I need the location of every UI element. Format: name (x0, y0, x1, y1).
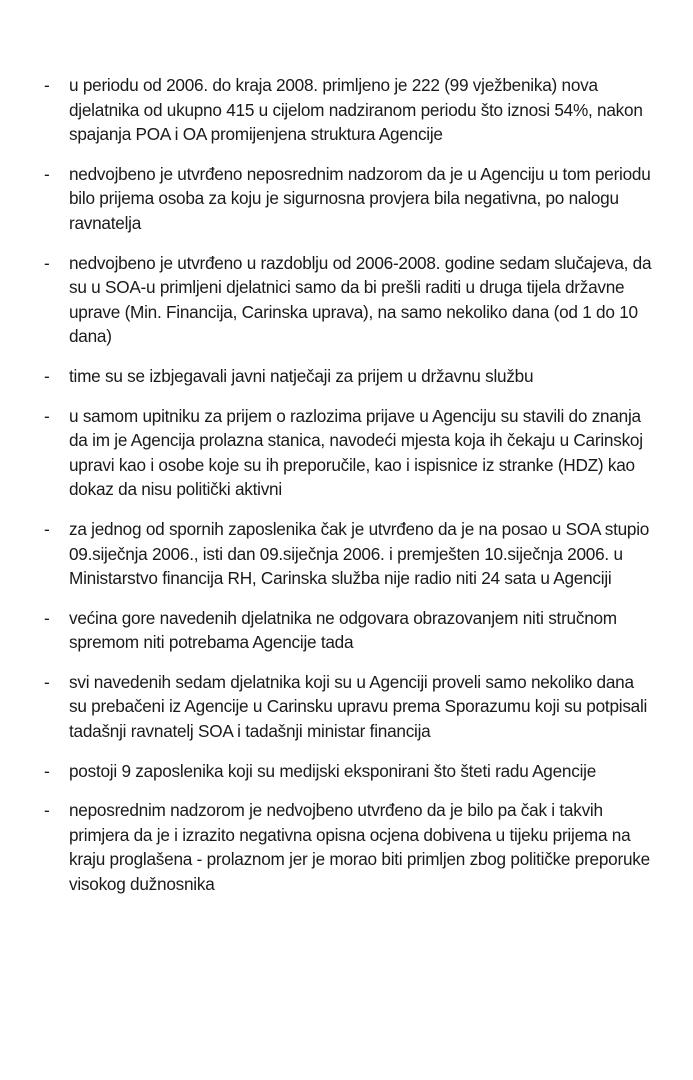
list-item-text: time su se izbjegavali javni natječaji za prijem u državnu službu (69, 365, 534, 386)
list-item (0, 670, 693, 744)
list-item-text: u samom upitniku za prijem o razlozima prijave u Agenciju su stavili do znanja da im je Agencija prolazna stanica, navodeći mjesta koja ih čekaju u Carinskoj upravi kao i osobe koje su ih preporučile, kao i ispisnice iz stranke (HDZ) kao dokaz da nisu politički aktivni (69, 405, 643, 500)
list-item-text: nedvojbeno je utvrđeno neposrednim nadzorom da je u Agenciju u tom periodu bilo prijema osoba za koju je sigurnosna provjera bila negativna, po nalogu ravnatelja (69, 163, 651, 233)
list-item-text: većina gore navedenih djelatnika ne odgovara obrazovanjem niti stručnom spremom niti potrebama Agencije tada (69, 607, 617, 653)
list-item-text: postoji 9 zaposlenika koji su medijski eksponirani što šteti radu Agencije (69, 760, 597, 781)
bullet-dash: - (44, 671, 50, 692)
document-page (0, 73, 693, 912)
bullet-dash: - (44, 75, 50, 95)
bullet-dash: - (44, 252, 50, 273)
list-item (0, 404, 693, 502)
list-item-text: nedvojbeno je utvrđeno u razdoblju od 2006-2008. godine sedam slučajeva, da su u SOA-u primljeni djelatnici samo da bi prešli raditi u druga tijela državne uprave (Min. Financija, Carinska uprava), na samo nekoliko dana (od 1 do 10 dana) (69, 252, 652, 347)
list-item-text: za jednog od spornih zaposlenika čak je utvrđeno da je na posao u SOA stupio 09.siječnja 2006., isti dan 09.siječnja 2006. i premješten 10.siječnja 2006. u Ministarstvo financija RH, Carinska služba nije radio niti 24 sata u Agenciji (69, 518, 650, 589)
bullet-dash: - (44, 800, 50, 821)
list-item (0, 162, 693, 236)
bullet-dash: - (44, 365, 50, 386)
bullet-dash: - (44, 607, 50, 628)
list-item (0, 364, 693, 389)
list-item (0, 798, 693, 896)
bullet-dash: - (44, 760, 50, 781)
list-item (0, 759, 693, 784)
list-item-text: u periodu od 2006. do kraja 2008. primljeno je 222 (99 vježbenika) nova djelatnika od ukupno 415 u cijelom nadziranom periodu što iznosi 54%, nakon spajanja POA i OA promijenjena struktura Agencije (69, 75, 643, 145)
bullet-dash: - (44, 405, 50, 426)
list-item (0, 251, 693, 349)
bullet-dash: - (44, 163, 50, 184)
list-item-text: svi navedenih sedam djelatnika koji su u Agenciji proveli samo nekoliko dana su prebačeni iz Agencije u Carinsku upravu prema Sporazumu koji su potpisali tadašnji ravnatelj SOA i tadašnji ministar financija (69, 671, 648, 742)
bullet-dash: - (44, 518, 50, 539)
list-item (0, 73, 693, 147)
list-item (0, 517, 693, 591)
list-item (0, 606, 693, 655)
list-item-text: neposrednim nadzorom je nedvojbeno utvrđeno da je bilo pa čak i takvih primjera da je i izrazito negativna opisna ocjena dobivena u tijeku prijema na kraju proglašena - prolaznom jer je morao biti primljen zbog političke preporuke visokog dužnosnika (69, 800, 650, 895)
